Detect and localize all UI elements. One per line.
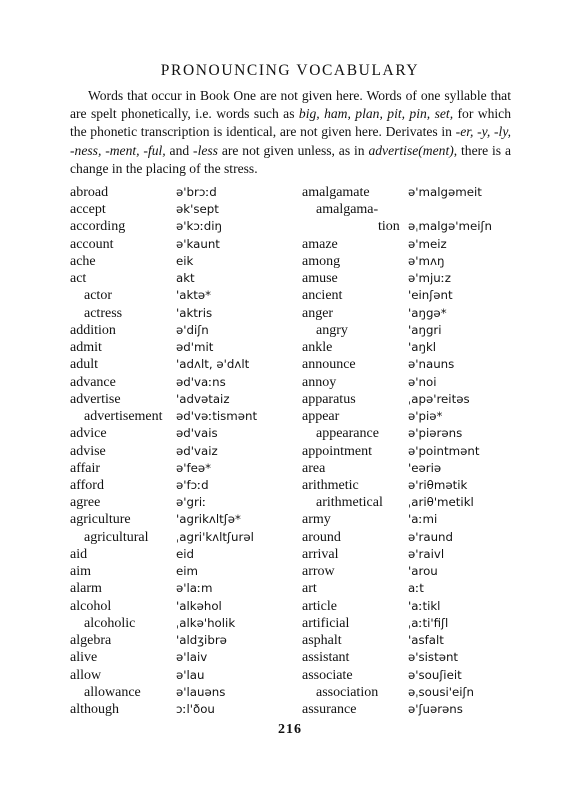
vocab-word: appointment bbox=[302, 443, 372, 459]
vocab-pronunciation: ˌaːti'fiʃl bbox=[408, 615, 449, 630]
vocab-word: arithmetic bbox=[302, 477, 359, 493]
vocab-pronunciation: ˌapə'reitəs bbox=[408, 391, 470, 406]
vocab-entry bbox=[302, 322, 522, 339]
vocab-pronunciation: 'aːtikl bbox=[408, 598, 441, 613]
vocab-entry bbox=[70, 598, 280, 615]
intro-text: and bbox=[165, 142, 194, 158]
vocab-word: actor bbox=[84, 288, 112, 304]
vocab-entry bbox=[70, 701, 280, 718]
vocab-pronunciation: əd'vaiz bbox=[176, 443, 218, 458]
vocab-pronunciation: 'arou bbox=[408, 564, 438, 579]
vocab-entry bbox=[302, 563, 522, 580]
vocab-word: advise bbox=[70, 443, 106, 459]
vocab-entry bbox=[302, 477, 522, 494]
vocab-pronunciation: 'aŋgə* bbox=[408, 305, 447, 320]
vocab-entry bbox=[302, 201, 522, 218]
vocab-pronunciation: ə'raund bbox=[408, 529, 454, 544]
vocab-word: assistant bbox=[302, 650, 350, 666]
vocab-word: algebra bbox=[70, 633, 112, 649]
vocab-entry bbox=[70, 632, 280, 649]
vocab-pronunciation: ə'piərəns bbox=[408, 426, 463, 441]
vocab-entry bbox=[70, 649, 280, 666]
vocab-word: advertisement bbox=[84, 409, 163, 425]
vocab-entry bbox=[302, 546, 522, 563]
intro-paragraph bbox=[70, 87, 511, 178]
vocab-entry bbox=[70, 546, 280, 563]
intro-text: for which the phonetic transcription is identical, are not given here. Derivates in bbox=[70, 106, 511, 140]
intro-italic-text: -less bbox=[193, 142, 218, 158]
vocab-pronunciation: 'advətaiz bbox=[176, 391, 230, 406]
intro-text: Words that occur in Book One are not given here. Words of one syllable that are spelt phonetically, i.e. words such as bbox=[70, 88, 511, 122]
vocab-entry bbox=[302, 287, 522, 304]
vocab-word: account bbox=[70, 236, 114, 252]
vocab-pronunciation: 'aktris bbox=[176, 305, 213, 320]
vocab-pronunciation: ə'meiz bbox=[408, 236, 447, 251]
vocab-pronunciation: ə'piə* bbox=[408, 409, 443, 424]
vocab-word: aid bbox=[70, 546, 88, 562]
vocab-entry bbox=[302, 391, 522, 408]
vocab-entry bbox=[302, 701, 522, 718]
vocab-entry bbox=[302, 684, 522, 701]
vocab-entry bbox=[302, 253, 522, 270]
vocab-pronunciation: ə'ʃuərəns bbox=[408, 702, 463, 717]
vocab-pronunciation: 'agrikʌltʃə* bbox=[176, 512, 241, 527]
vocab-pronunciation: ə'lauəns bbox=[176, 684, 226, 699]
vocab-word: angry bbox=[316, 322, 348, 338]
vocab-entry bbox=[302, 374, 522, 391]
vocab-word: art bbox=[302, 581, 317, 597]
vocab-word: anger bbox=[302, 305, 334, 321]
vocab-pronunciation: eim bbox=[176, 564, 199, 579]
vocab-word: tion bbox=[378, 219, 400, 235]
vocab-entry bbox=[70, 494, 280, 511]
vocab-word: ankle bbox=[302, 340, 333, 356]
vocab-word: aim bbox=[70, 564, 91, 580]
vocab-word: accept bbox=[70, 202, 106, 218]
vocab-word: arrival bbox=[302, 546, 339, 562]
vocab-pronunciation: əd'vəːtismənt bbox=[176, 409, 258, 424]
vocab-entry bbox=[302, 425, 522, 442]
vocab-pronunciation: ə'griː bbox=[176, 495, 207, 510]
vocab-entry bbox=[302, 356, 522, 373]
intro-italic-text: big, ham, plan, pit, pin, set, bbox=[298, 106, 454, 122]
vocab-word: arithmetical bbox=[316, 495, 383, 511]
vocab-pronunciation: 'asfalt bbox=[408, 633, 444, 648]
intro-italic-text: -er, -y, -ly, -ness, -ment, -ful, bbox=[70, 124, 512, 158]
vocab-entry bbox=[70, 511, 280, 528]
vocab-word: although bbox=[70, 702, 119, 718]
vocab-pronunciation: ˌagri'kʌltʃurəl bbox=[176, 529, 254, 544]
vocab-entry bbox=[302, 529, 522, 546]
vocab-word: advice bbox=[70, 426, 107, 442]
vocab-entry bbox=[302, 305, 522, 322]
vocab-entry bbox=[302, 236, 522, 253]
vocab-pronunciation: əd'vais bbox=[176, 426, 218, 441]
vocab-word: ancient bbox=[302, 288, 343, 304]
vocab-pronunciation: akt bbox=[176, 271, 195, 286]
vocab-pronunciation: əˌsousi'eiʃn bbox=[408, 684, 474, 699]
vocab-entry bbox=[70, 667, 280, 684]
vocab-entry bbox=[302, 632, 522, 649]
vocab-pronunciation: ˌalkə'holik bbox=[176, 615, 236, 630]
vocab-word: amalgama- bbox=[316, 202, 379, 218]
vocab-entry bbox=[70, 270, 280, 287]
vocab-word: abroad bbox=[70, 185, 109, 200]
vocab-word: agriculture bbox=[70, 512, 131, 528]
vocab-word: appearance bbox=[316, 426, 379, 442]
vocab-pronunciation: 'einʃənt bbox=[408, 288, 453, 303]
vocab-pronunciation: eik bbox=[176, 253, 194, 268]
vocab-word: alcohol bbox=[70, 598, 112, 614]
vocab-entry bbox=[70, 425, 280, 442]
vocab-entry bbox=[302, 598, 522, 615]
vocab-word: agree bbox=[70, 495, 101, 511]
vocab-pronunciation: əd'mit bbox=[176, 340, 214, 355]
vocab-word: alive bbox=[70, 650, 98, 666]
vocab-word: allow bbox=[70, 667, 102, 683]
vocab-entry bbox=[70, 339, 280, 356]
vocab-entry bbox=[70, 201, 280, 218]
vocab-entry bbox=[302, 580, 522, 597]
vocab-pronunciation: ə'nauns bbox=[408, 357, 455, 372]
vocab-word: army bbox=[302, 512, 331, 528]
vocab-entry bbox=[302, 339, 522, 356]
vocab-entry bbox=[302, 218, 522, 235]
vocab-pronunciation: ə'kɔːdiŋ bbox=[176, 219, 223, 234]
vocab-word: amaze bbox=[302, 236, 338, 252]
vocab-entry bbox=[302, 460, 522, 477]
vocab-pronunciation: əd'vaːns bbox=[176, 374, 226, 389]
vocab-word: addition bbox=[70, 322, 116, 338]
vocab-word: amuse bbox=[302, 271, 338, 287]
vocab-pronunciation: ə'diʃn bbox=[176, 322, 209, 337]
vocab-entry bbox=[70, 391, 280, 408]
vocab-word: agricultural bbox=[84, 529, 149, 545]
vocab-pronunciation: əˌmalgə'meiʃn bbox=[408, 219, 492, 234]
vocab-word: arrow bbox=[302, 564, 335, 580]
vocab-pronunciation: ə'mjuːz bbox=[408, 271, 451, 286]
vocab-word: apparatus bbox=[302, 391, 356, 407]
vocab-word: alcoholic bbox=[84, 615, 136, 631]
vocab-pronunciation: ə'pointmənt bbox=[408, 443, 480, 458]
vocab-entry bbox=[70, 460, 280, 477]
vocab-pronunciation: 'adʌlt, ə'dʌlt bbox=[176, 357, 250, 372]
vocab-pronunciation: ˌariθ'metikl bbox=[408, 495, 474, 510]
vocab-pronunciation: eid bbox=[176, 546, 195, 561]
vocab-word: among bbox=[302, 253, 341, 269]
vocab-pronunciation: 'alkəhol bbox=[176, 598, 222, 613]
vocab-entry bbox=[70, 443, 280, 460]
vocab-word: act bbox=[70, 271, 87, 287]
vocab-entry bbox=[70, 253, 280, 270]
vocab-word: around bbox=[302, 529, 341, 545]
vocab-pronunciation: ə'sistənt bbox=[408, 650, 459, 665]
vocab-pronunciation: ə'souʃieit bbox=[408, 667, 462, 682]
vocab-word: amalgamate bbox=[302, 185, 370, 200]
vocab-word: announce bbox=[302, 357, 356, 373]
vocab-entry bbox=[70, 580, 280, 597]
vocab-word: adult bbox=[70, 357, 98, 373]
vocab-word: associate bbox=[302, 667, 353, 683]
vocab-pronunciation: ə'malgəmeit bbox=[408, 185, 482, 199]
vocab-word: association bbox=[316, 684, 379, 700]
vocab-pronunciation: 'aktə* bbox=[176, 288, 212, 303]
page-number: 216 bbox=[278, 722, 302, 737]
vocab-entry bbox=[70, 684, 280, 701]
vocab-entry bbox=[70, 287, 280, 304]
vocab-entry bbox=[302, 615, 522, 632]
vocab-pronunciation: ə'mʌŋ bbox=[408, 253, 445, 268]
vocab-pronunciation: aːt bbox=[408, 581, 424, 596]
vocab-word: advance bbox=[70, 374, 116, 390]
vocab-pronunciation: ə'brɔːd bbox=[176, 185, 217, 199]
vocab-pronunciation: ə'kaunt bbox=[176, 236, 220, 251]
vocab-entry bbox=[70, 356, 280, 373]
vocab-entry bbox=[70, 236, 280, 253]
vocab-entry bbox=[70, 408, 280, 425]
vocab-pronunciation: ɔːl'ðou bbox=[176, 702, 215, 717]
vocab-word: admit bbox=[70, 340, 102, 356]
vocab-pronunciation: ə'raivl bbox=[408, 546, 445, 561]
vocab-pronunciation: 'eəriə bbox=[408, 460, 442, 475]
vocab-word: appear bbox=[302, 409, 340, 425]
vocab-entry bbox=[70, 615, 280, 632]
vocab-entry bbox=[302, 184, 522, 201]
right-vocabulary-column bbox=[302, 184, 522, 718]
vocab-pronunciation: ə'feə* bbox=[176, 460, 212, 475]
vocab-pronunciation: ə'fɔːd bbox=[176, 477, 209, 492]
intro-italic-text: advertise(ment) bbox=[368, 142, 454, 158]
vocab-entry bbox=[70, 477, 280, 494]
vocab-entry bbox=[70, 218, 280, 235]
vocab-entry bbox=[302, 408, 522, 425]
vocab-pronunciation: ə'riθmətik bbox=[408, 477, 468, 492]
vocab-word: alarm bbox=[70, 581, 102, 597]
vocab-pronunciation: 'aŋgri bbox=[408, 322, 442, 337]
vocab-entry bbox=[70, 184, 280, 201]
vocab-entry bbox=[302, 270, 522, 287]
vocab-word: according bbox=[70, 219, 126, 235]
intro-text: , there is a change in the placing of the stress. bbox=[70, 142, 511, 176]
vocab-pronunciation: ə'laːm bbox=[176, 581, 213, 596]
vocab-entry bbox=[302, 443, 522, 460]
vocab-word: affair bbox=[70, 460, 101, 476]
vocab-word: annoy bbox=[302, 374, 337, 390]
intro-text: are not given unless, as in bbox=[217, 142, 369, 158]
vocab-entry bbox=[70, 374, 280, 391]
vocab-pronunciation: 'aŋkl bbox=[408, 340, 437, 355]
vocab-word: allowance bbox=[84, 684, 141, 700]
vocab-word: area bbox=[302, 460, 326, 476]
page-heading: PRONOUNCING VOCABULARY bbox=[160, 62, 420, 79]
vocab-word: assurance bbox=[302, 702, 357, 718]
vocab-pronunciation: ək'sept bbox=[176, 202, 219, 217]
vocab-word: article bbox=[302, 598, 337, 614]
vocab-pronunciation: ə'noi bbox=[408, 374, 437, 389]
vocab-entry bbox=[302, 511, 522, 528]
vocab-entry bbox=[70, 305, 280, 322]
vocab-entry bbox=[302, 649, 522, 666]
vocab-word: ache bbox=[70, 253, 96, 269]
vocab-word: asphalt bbox=[302, 633, 342, 649]
vocab-entry bbox=[302, 494, 522, 511]
vocab-pronunciation: ə'lau bbox=[176, 667, 205, 682]
vocab-word: actress bbox=[84, 305, 123, 321]
vocab-pronunciation: ə'laiv bbox=[176, 650, 208, 665]
vocab-entry bbox=[302, 667, 522, 684]
vocab-word: artificial bbox=[302, 615, 350, 631]
left-vocabulary-column bbox=[70, 184, 280, 718]
vocab-pronunciation: 'aldʒibrə bbox=[176, 633, 227, 648]
vocab-entry bbox=[70, 529, 280, 546]
vocab-pronunciation: 'aːmi bbox=[408, 512, 438, 527]
vocab-word: afford bbox=[70, 477, 104, 493]
vocab-entry bbox=[70, 563, 280, 580]
vocab-entry bbox=[70, 322, 280, 339]
vocab-word: advertise bbox=[70, 391, 121, 407]
